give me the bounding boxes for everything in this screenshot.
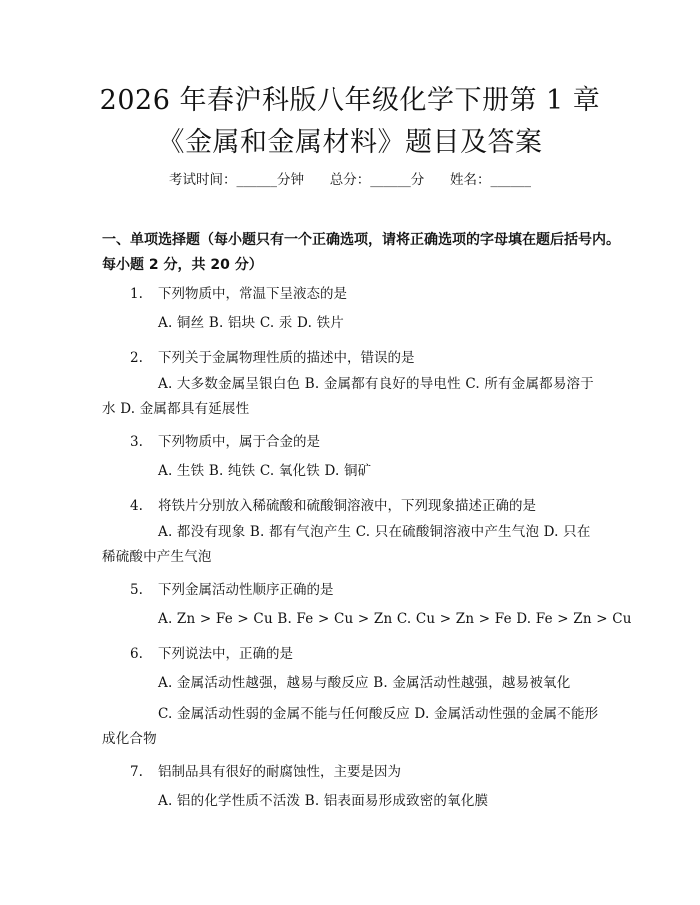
question-stem: 将铁片分别放入稀硫酸和硫酸铜溶液中，下列现象描述正确的是 (158, 498, 536, 514)
total-score-field: 总分：______分 (329, 172, 425, 188)
question-options: A. 金属活动性越强，越易与酸反应 B. 金属活动性越强，越易被氧化 (158, 675, 571, 691)
question-options: C. 金属活动性弱的金属不能与任何酸反应 D. 金属活动性强的金属不能形成化合物 (102, 706, 599, 747)
question-item (130, 578, 334, 598)
exam-time-field: 考试时间：______分钟 (169, 172, 304, 188)
question-options: A. 都没有现象 B. 都有气泡产生 C. 只在硫酸铜溶液中产生气泡 D. 只在稀硫酸中产生气泡 (102, 524, 591, 565)
section-heading: 一、单项选择题（每小题只有一个正确选项，请将正确选项的字母填在题后括号内。每小题 2 分，共 20 分） (102, 232, 620, 273)
student-name-field: 姓名：______ (450, 172, 531, 188)
question-item (130, 494, 536, 514)
question-number: 6. (130, 646, 143, 662)
question-number: 4. (130, 498, 143, 514)
question-options: A. 铝的化学性质不活泼 B. 铝表面易形成致密的氧化膜 (158, 793, 489, 809)
question-options: A. 生铁 B. 纯铁 C. 氧化铁 D. 铜矿 (158, 463, 372, 479)
question-stem: 下列金属活动性顺序正确的是 (158, 582, 334, 598)
question-number: 3. (130, 434, 143, 450)
question-options: A. 铜丝 B. 铝块 C. 汞 D. 铁片 (158, 315, 344, 331)
question-stem: 下列物质中，常温下呈液态的是 (158, 286, 347, 302)
question-stem: 下列说法中，正确的是 (158, 646, 293, 662)
question-item (130, 760, 401, 780)
question-number: 2. (130, 350, 143, 366)
question-stem: 下列关于金属物理性质的描述中，错误的是 (158, 350, 415, 366)
question-item (130, 642, 293, 662)
question-options: A. Zn > Fe > Cu B. Fe > Cu > Zn C. Cu > Zn > Fe D. Fe > Zn > Cu (158, 611, 632, 627)
question-stem: 铝制品具有很好的耐腐蚀性，主要是因为 (158, 764, 401, 780)
page-title: 2026 年春沪科版八年级化学下册第 1 章《金属和金属材料》题目及答案 (99, 85, 601, 158)
question-item (130, 346, 415, 366)
question-stem: 下列物质中，属于合金的是 (158, 434, 320, 450)
question-item (130, 282, 347, 302)
question-number: 7. (130, 764, 143, 780)
question-number: 5. (130, 582, 143, 598)
exam-info-line (0, 168, 700, 188)
question-item (130, 430, 320, 450)
question-options: A. 大多数金属呈银白色 B. 金属都有良好的导电性 C. 所有金属都易溶于水 D. 金属都具有延展性 (102, 376, 594, 417)
question-number: 1. (130, 286, 143, 302)
